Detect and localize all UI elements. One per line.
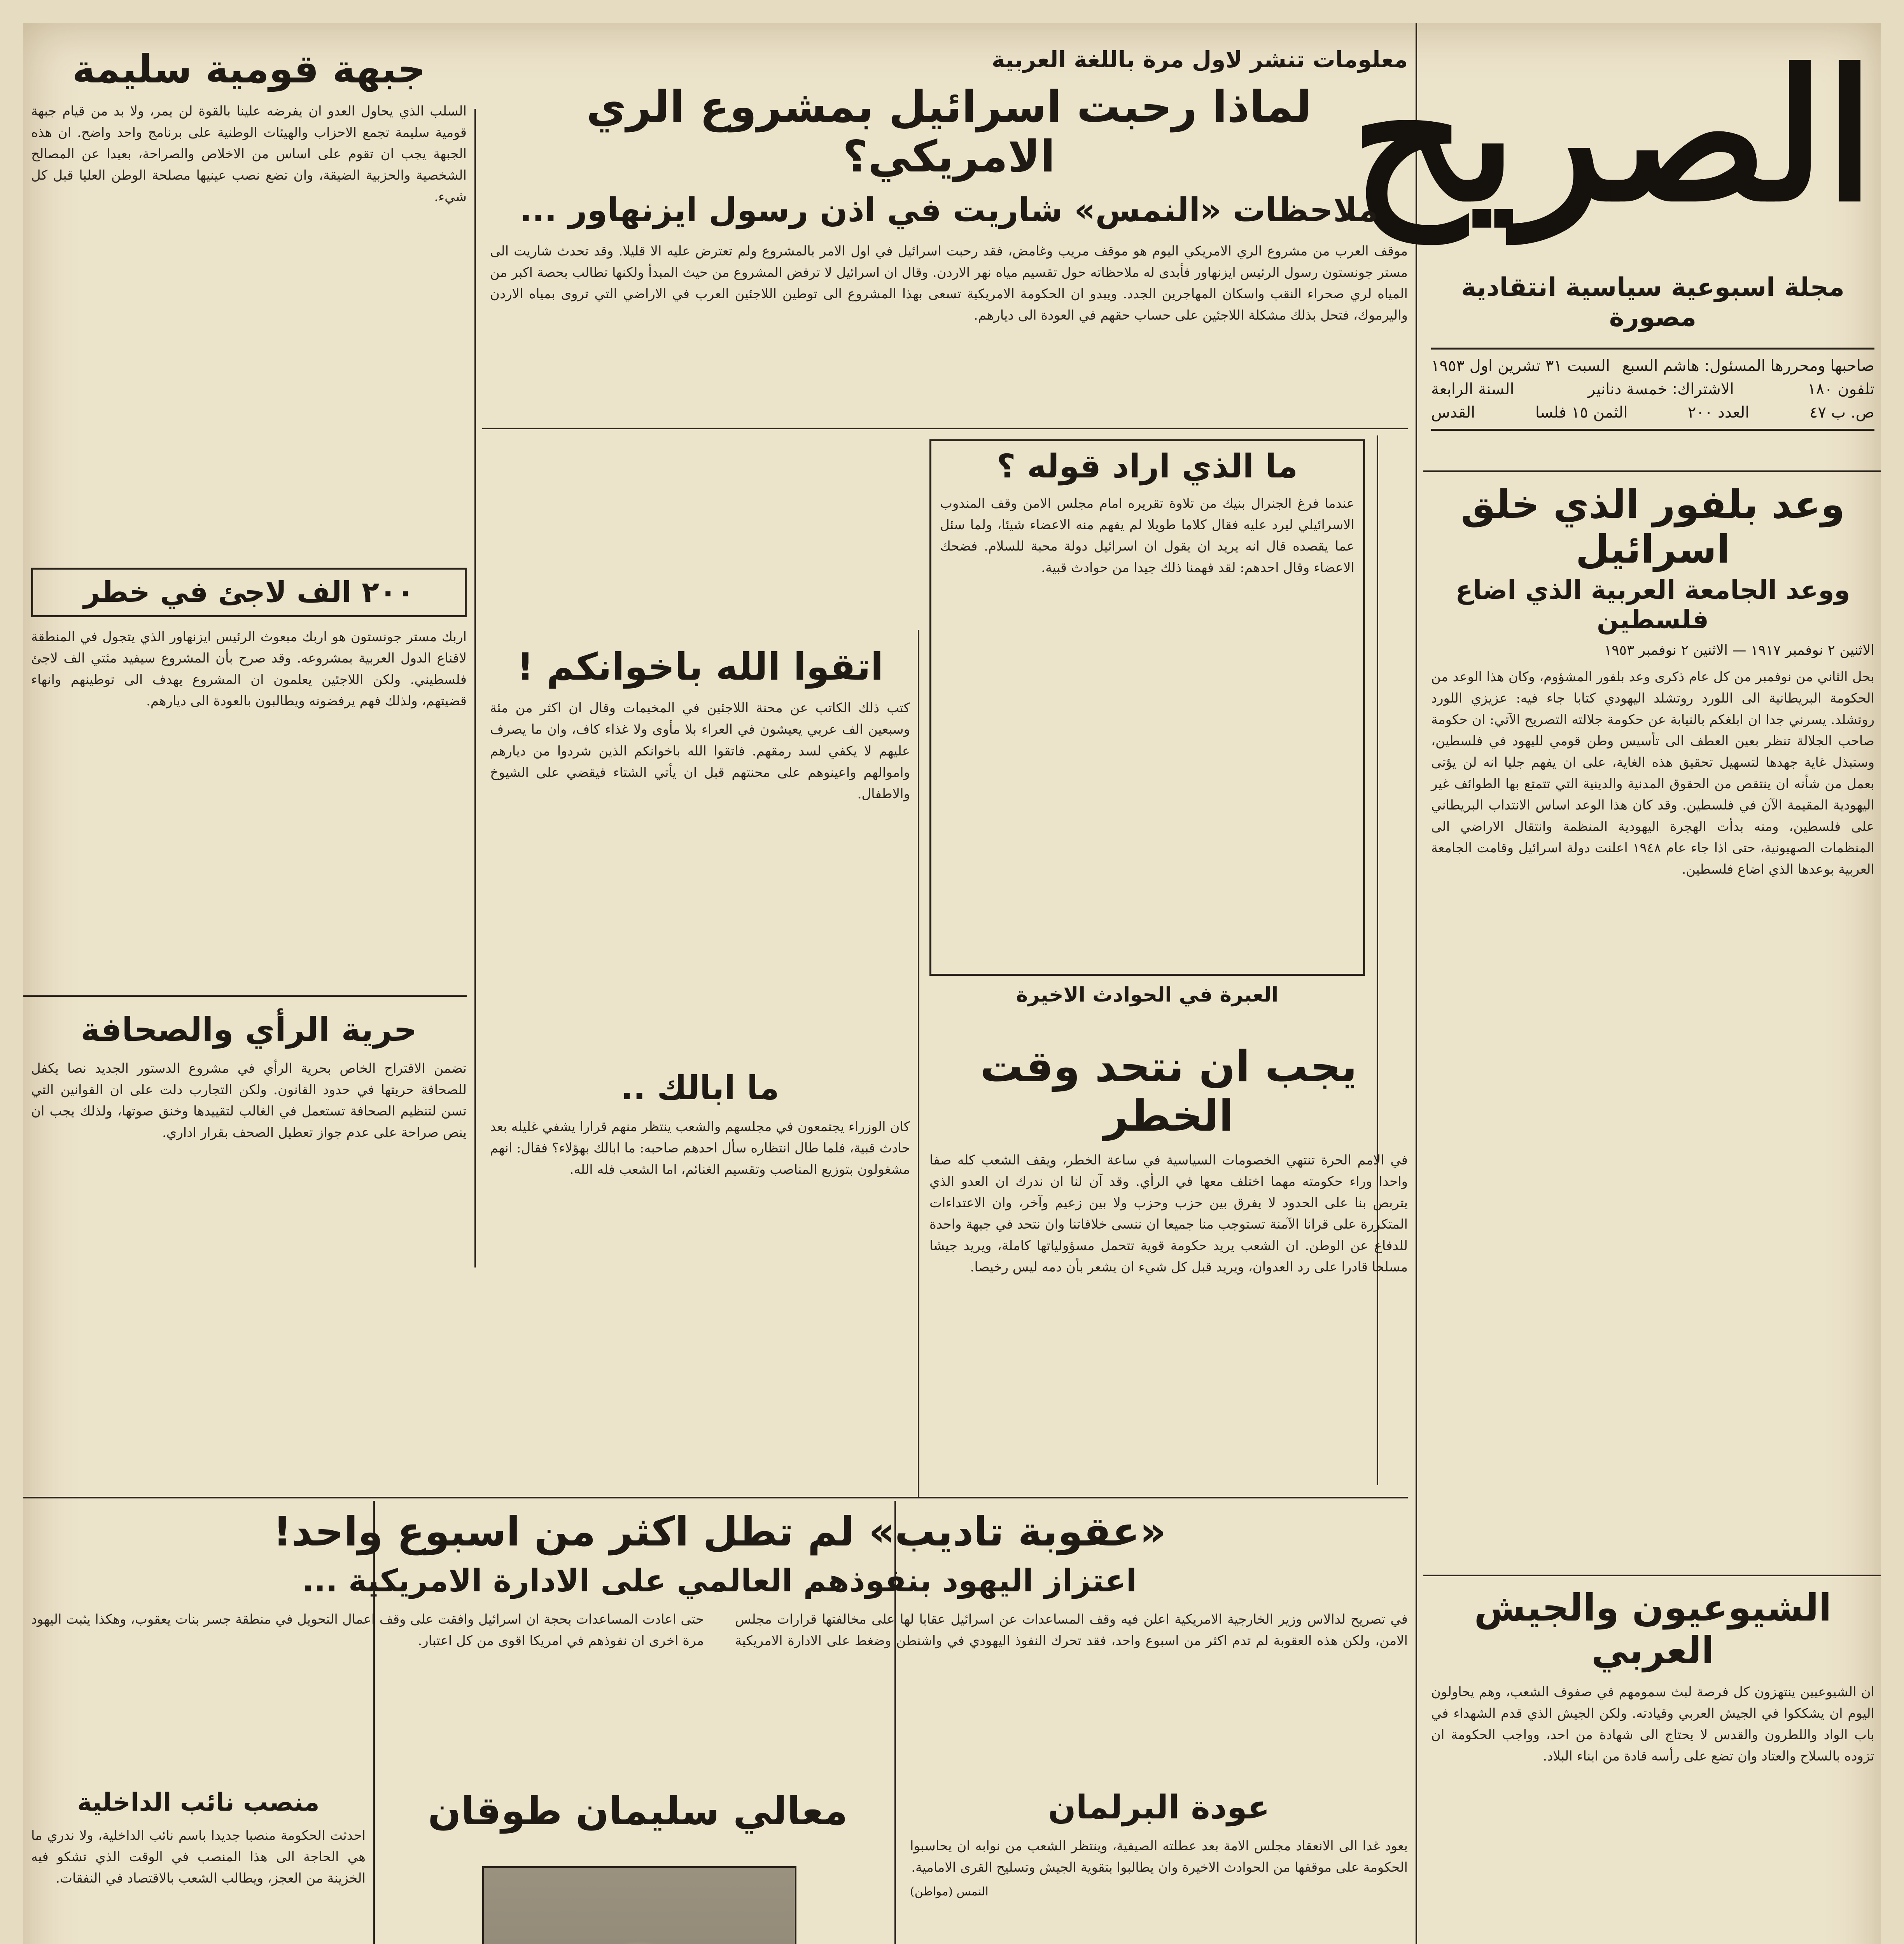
article-title: يجب ان نتحد وقت الخطر <box>980 1042 1357 1141</box>
column-rule <box>1416 23 1417 1944</box>
article-title: الشيوعيون والجيش العربي <box>1474 1586 1832 1673</box>
volume-year: السنة الرابعة <box>1431 380 1514 398</box>
editor-line: صاحبها ومحررها المسئول: هاشم السبع <box>1622 357 1874 375</box>
article-body: احدثت الحكومة منصبا جديدا باسم نائب الداخلية، ولا ندري ما هي الحاجة الى هذا المنصب في الوقت الذي تشكو فيه الخزينة من العجز، ويطالب الشعب بالاقتصاد في النفقات. <box>31 1827 366 1886</box>
article-unite-now <box>929 1042 1408 1493</box>
phone-number: تلفون ١٨٠ <box>1808 380 1874 398</box>
article-body: تضمن الاقتراح الخاص بحرية الرأي في مشروع الدستور الجديد نصا يكفل للصحافة حريتها في حدود القانون. ولكن التجارب دلت على ان القوانين التي تسن لتنظيم الصحافة تستعمل في الغالب لتقييدها وخنق صوتها، ولذلك يجب ان ينص صراحة على عدم جواز تعطيل الصحف بقرار اداري. <box>31 1060 467 1140</box>
article-subtitle: ملاحظات «النمس» شاريت في اذن رسول ايزنهاور ... <box>520 191 1378 229</box>
article-title: منصب نائب الداخلية <box>77 1788 320 1817</box>
section-rule <box>1423 1575 1881 1576</box>
article-why-israel <box>490 47 1408 420</box>
article-balfour <box>1431 482 1874 1567</box>
subscription: الاشتراك: خمسة دنانير <box>1587 380 1734 398</box>
article-body: كان الوزراء يجتمعون في مجلسهم والشعب ينتظر منهم قرارا يشفي غليله بعد حادث قبية، فلما طال انتظاره سأل احدهم صاحبه: ما ابالك بهؤلاء؟ فقال: انهم مشغولون بتوزيع المناصب وتقسيم الغنائم، اما الشعب فله الله. <box>490 1119 910 1177</box>
article-dates: الاثنين ٢ نوفمبر ١٩١٧ — الاثنين ٢ نوفمبر ١٩٥٣ <box>1604 642 1874 658</box>
article-body: ان الشيوعيين ينتهزون كل فرصة لبث سمومهم في صفوف الشعب، وهم يحاولون اليوم ان يشككوا في الجيش العربي وقيادته. ولكن الجيش الذي قدم الشهداء في باب الواد واللطرون والقدس لا يحتاج الى شهادة من احد، وواجب الحكومة ان تزوده بالسلاح والعتاد وان تضع على رأسه قادة من ابناء البلاد. <box>1431 1684 1874 1764</box>
article-corner-note <box>929 984 1365 1038</box>
article-johnston <box>31 568 467 988</box>
article-communists <box>1431 1586 1874 1944</box>
article-title: وعد بلفور الذي خلق اسرائيل <box>1461 482 1845 572</box>
article-title: حرية الرأي والصحافة <box>80 1010 417 1049</box>
article-body: في تصريح لدالاس وزير الخارجية الامريكية اعلن فيه وقف المساعدات عن اسرائيل عقابا لها على مخالفتها قرارات مجلس الامن، ولكن هذه العقوبة لم تدم اكثر من اسبوع واحد، فقد تحرك النفوذ اليهودي في واشنطن وضغط على الادارة الامريكية حتى اعادت المساعدات بحجة ان اسرائيل وافقت على وقف اعمال التحويل في منطقة جسر بنات يعقوب، وهكذا يثبت اليهود مرة اخرى ان نفوذهم في امريكا اقوى من كل اعتبار. <box>31 1611 1408 1649</box>
article-title: عودة البرلمان <box>1048 1788 1270 1826</box>
city-name: القدس <box>1431 404 1475 421</box>
article-title: جبهة قومية سليمة <box>72 46 426 92</box>
article-title: معالي سليمان طوقان <box>428 1788 848 1834</box>
article-title: العبرة في الحوادث الاخيرة <box>1016 983 1279 1007</box>
article-title: «عقوبة تاديب» لم تطل اكثر من اسبوع واحد! <box>273 1508 1166 1555</box>
article-title: اتقوا الله باخوانكم ! <box>516 645 884 689</box>
article-subtitle: اعتزاز اليهود بنفوذهم العالمي على الادارة الامريكية ... <box>302 1562 1137 1599</box>
article-national-front <box>31 47 467 560</box>
article-body: بحل الثاني من نوفمبر من كل عام ذكرى وعد بلفور المشؤوم، وكان هذا الوعد من الحكومة البريطانية الى اللورد روتشلد اليهودي كتابا جاء فيه: عزيزي اللورد روتشلد. يسرني جدا ان ابلغكم بالنيابة عن حكومة جلالته التصريح الآتي: ان حكومة صاحب الجلالة تنظر بعين العطف الى تأسيس وطن قومي لليهود في فلسطين، وستبذل غاية جهدها لتسهيل تحقيق هذه الغاية، على ان يفهم جليا انه لن يؤتى بعمل من شأنه ان ينتقص من الحقوق المدنية والدينية التي تتمتع بها الطوائف غير اليهودية المقيمة الآن في فلسطين. وقد كان هذا الوعد اساس الانتداب البريطاني على فلسطين، ومنه بدأت الهجرة اليهودية المنظمة وانتقال الاراضي الى المنظمات الصهيونية، حتى اذا جاء عام ١٩٤٨ اعلنت دولة اسرائيل وقامت الجامعة العربية بوعدها الذي اضاع فلسطين. <box>1431 669 1874 878</box>
article-body: كتب ذلك الكاتب عن محنة اللاجئين في المخيمات وقال ان اكثر من مئة وسبعين الف عربي يعيشون في العراء بلا مأوى ولا غذاء كاف، وان ما يصرف عليهم لا يكفي لسد رمقهم. فاتقوا الله باخوانكم الذين شردوا من ديارهم واموالهم واعينوهم على محنتهم قبل ان يأتي الشتاء فيقضي على الشيوخ والاطفال. <box>490 700 910 802</box>
article-body: يعود غدا الى الانعقاد مجلس الامة بعد عطلته الصيفية، وينتظر الشعب من نوابه ان يحاسبوا الحكومة على موقفها من الحوادث الاخيرة وان يطالبوا بتقوية الجيش وتسليح القرى الامامية. <box>910 1838 1408 1875</box>
article-title: لماذا رحبت اسرائيل بمشروع الري الامريكي؟ <box>586 81 1312 182</box>
masthead-tagline: مجلة اسبوعية سياسية انتقادية مصورة <box>1461 272 1845 332</box>
column-rule <box>474 109 476 1267</box>
article-body: موقف العرب من مشروع الري الامريكي اليوم هو موقف مريب وغامض، فقد رحبت اسرائيل في اول الامر بالمشروع ولم تعترض عليه الا قليلا. وقد تحدث شاريت الى مستر جونستون رسول الرئيس ايزنهاور فأبدى له ملاحظاته حول تقسيم مياه نهر الاردن. وقال ان اسرائيل لا ترفض المشروع من حيث المبدأ ولكنها تطالب بحصة اكبر من المياه لري صحراء النقب واسكان المهاجرين الجدد. ويبدو ان الحكومة الامريكية تسعى بهذا المشروع الى توطين اللاجئين العرب في الاراضي التي تروى بمياه الاردن واليرموك، فتحل بذلك مشكلة اللاجئين على حساب حقهم في العودة الى ديارهم. <box>490 243 1408 323</box>
po-box: ص. ب ٤٧ <box>1809 404 1874 421</box>
article-deputy-interior <box>31 1788 366 1944</box>
section-rule <box>23 1497 1408 1498</box>
article-body: في الامم الحرة تنتهي الخصومات السياسية في ساعة الخطر، ويقف الشعب كله صفا واحدا وراء حكومته مهما اختلف معها في الرأي. وقد آن لنا ان ندرك ان العدو الذي يتربص بنا على الحدود لا يفرق بين حزب وحزب ولا بين زعيم وآخر، وان الاعتداءات المتكررة على قرانا الآمنة تستوجب منا جميعا ان ننسى خلافاتنا وان نتحد في جبهة واحدة للدفاع عن الوطن. ان الشعب يريد حكومة قوية تتحمل مسؤولياتها كاملة، ويريد جيشا مسلحا قادرا على رد العدوان، ويريد قبل كل شيء ان يشعر بأن دمه ليس رخيصا. <box>929 1152 1408 1275</box>
article-body: اربك مستر جونستون هو اربك مبعوث الرئيس ايزنهاور الذي يتجول في المنطقة لاقناع الدول العربية بمشروعه. وقد صرح بأن المشروع سيفيد مئتي الف لاجئ فلسطيني. ولكن اللاجئين يعلمون ان المشروع يهدف الى توطينهم وانهاء قضيتهم، ولذلك فهم يرفضونه ويطالبون بالعودة الى ديارهم. <box>31 629 467 709</box>
article-subtitle: ووعد الجامعة العربية الذي اضاع فلسطين <box>1455 575 1850 635</box>
section-rule <box>1423 470 1881 472</box>
article-signature: النمس (مواطن) <box>910 1885 989 1899</box>
article-ma-abalak <box>490 1069 910 1489</box>
section-rule <box>23 995 467 997</box>
article-suleiman-tawqan <box>389 1788 887 1944</box>
article-kicker: معلومات تنشر لاول مرة باللغة العربية <box>992 46 1408 73</box>
newspaper-page <box>23 23 1881 1944</box>
article-body: السلب الذي يحاول العدو ان يفرضه علينا بالقوة لن يمر، ولا بد من قيام جبهة قومية سليمة تجمع الاحزاب والهيئات الوطنية على برنامج واحد واضح. ان هذه الجبهة يجب ان تقوم على اساس من الاخلاص والصراحة، بعيدا عن المصالح الشخصية والحزبية الضيقة، وان تضع نصب عينيها مصلحة الوطن العليا قبل كل شيء. <box>31 103 467 205</box>
issue-price: الثمن ١٥ فلسا <box>1535 404 1628 421</box>
article-fear-god <box>490 645 910 1058</box>
article-title: ما الذي اراد قوله ؟ <box>996 447 1298 485</box>
article-disciplinary <box>31 1509 1408 1773</box>
article-body: عندما فرغ الجنرال بنيك من تلاوة تقريره امام مجلس الامن وقف المندوب الاسرائيلي ليرد عليه فقال كلاما طويلا لم يفهم منه الاعضاء شيئا، ولما سئل عما يقصده قال انه يريد ان يقول ان اسرائيل دولة محبة للسلام. فضحك الاعضاء وقال احدهم: لقد فهمنا ذلك جيدا من حوادث قبية. <box>940 495 1354 575</box>
issue-number: العدد ٢٠٠ <box>1687 404 1750 421</box>
article-press-freedom <box>31 1011 467 1489</box>
masthead <box>1351 31 1874 467</box>
issue-date: السبت ٣١ تشرين اول ١٩٥٣ <box>1431 357 1610 375</box>
article-whats-wanted <box>929 439 1365 976</box>
column-rule <box>918 630 919 1497</box>
article-title: ٢٠٠ الف لاجئ في خطر <box>31 568 467 617</box>
section-rule <box>482 428 1408 429</box>
masthead-logo: الصريح <box>1351 31 1874 241</box>
portrait-photo <box>482 1866 796 1944</box>
article-title: ما ابالك .. <box>621 1069 779 1107</box>
article-parliament <box>910 1788 1408 1944</box>
